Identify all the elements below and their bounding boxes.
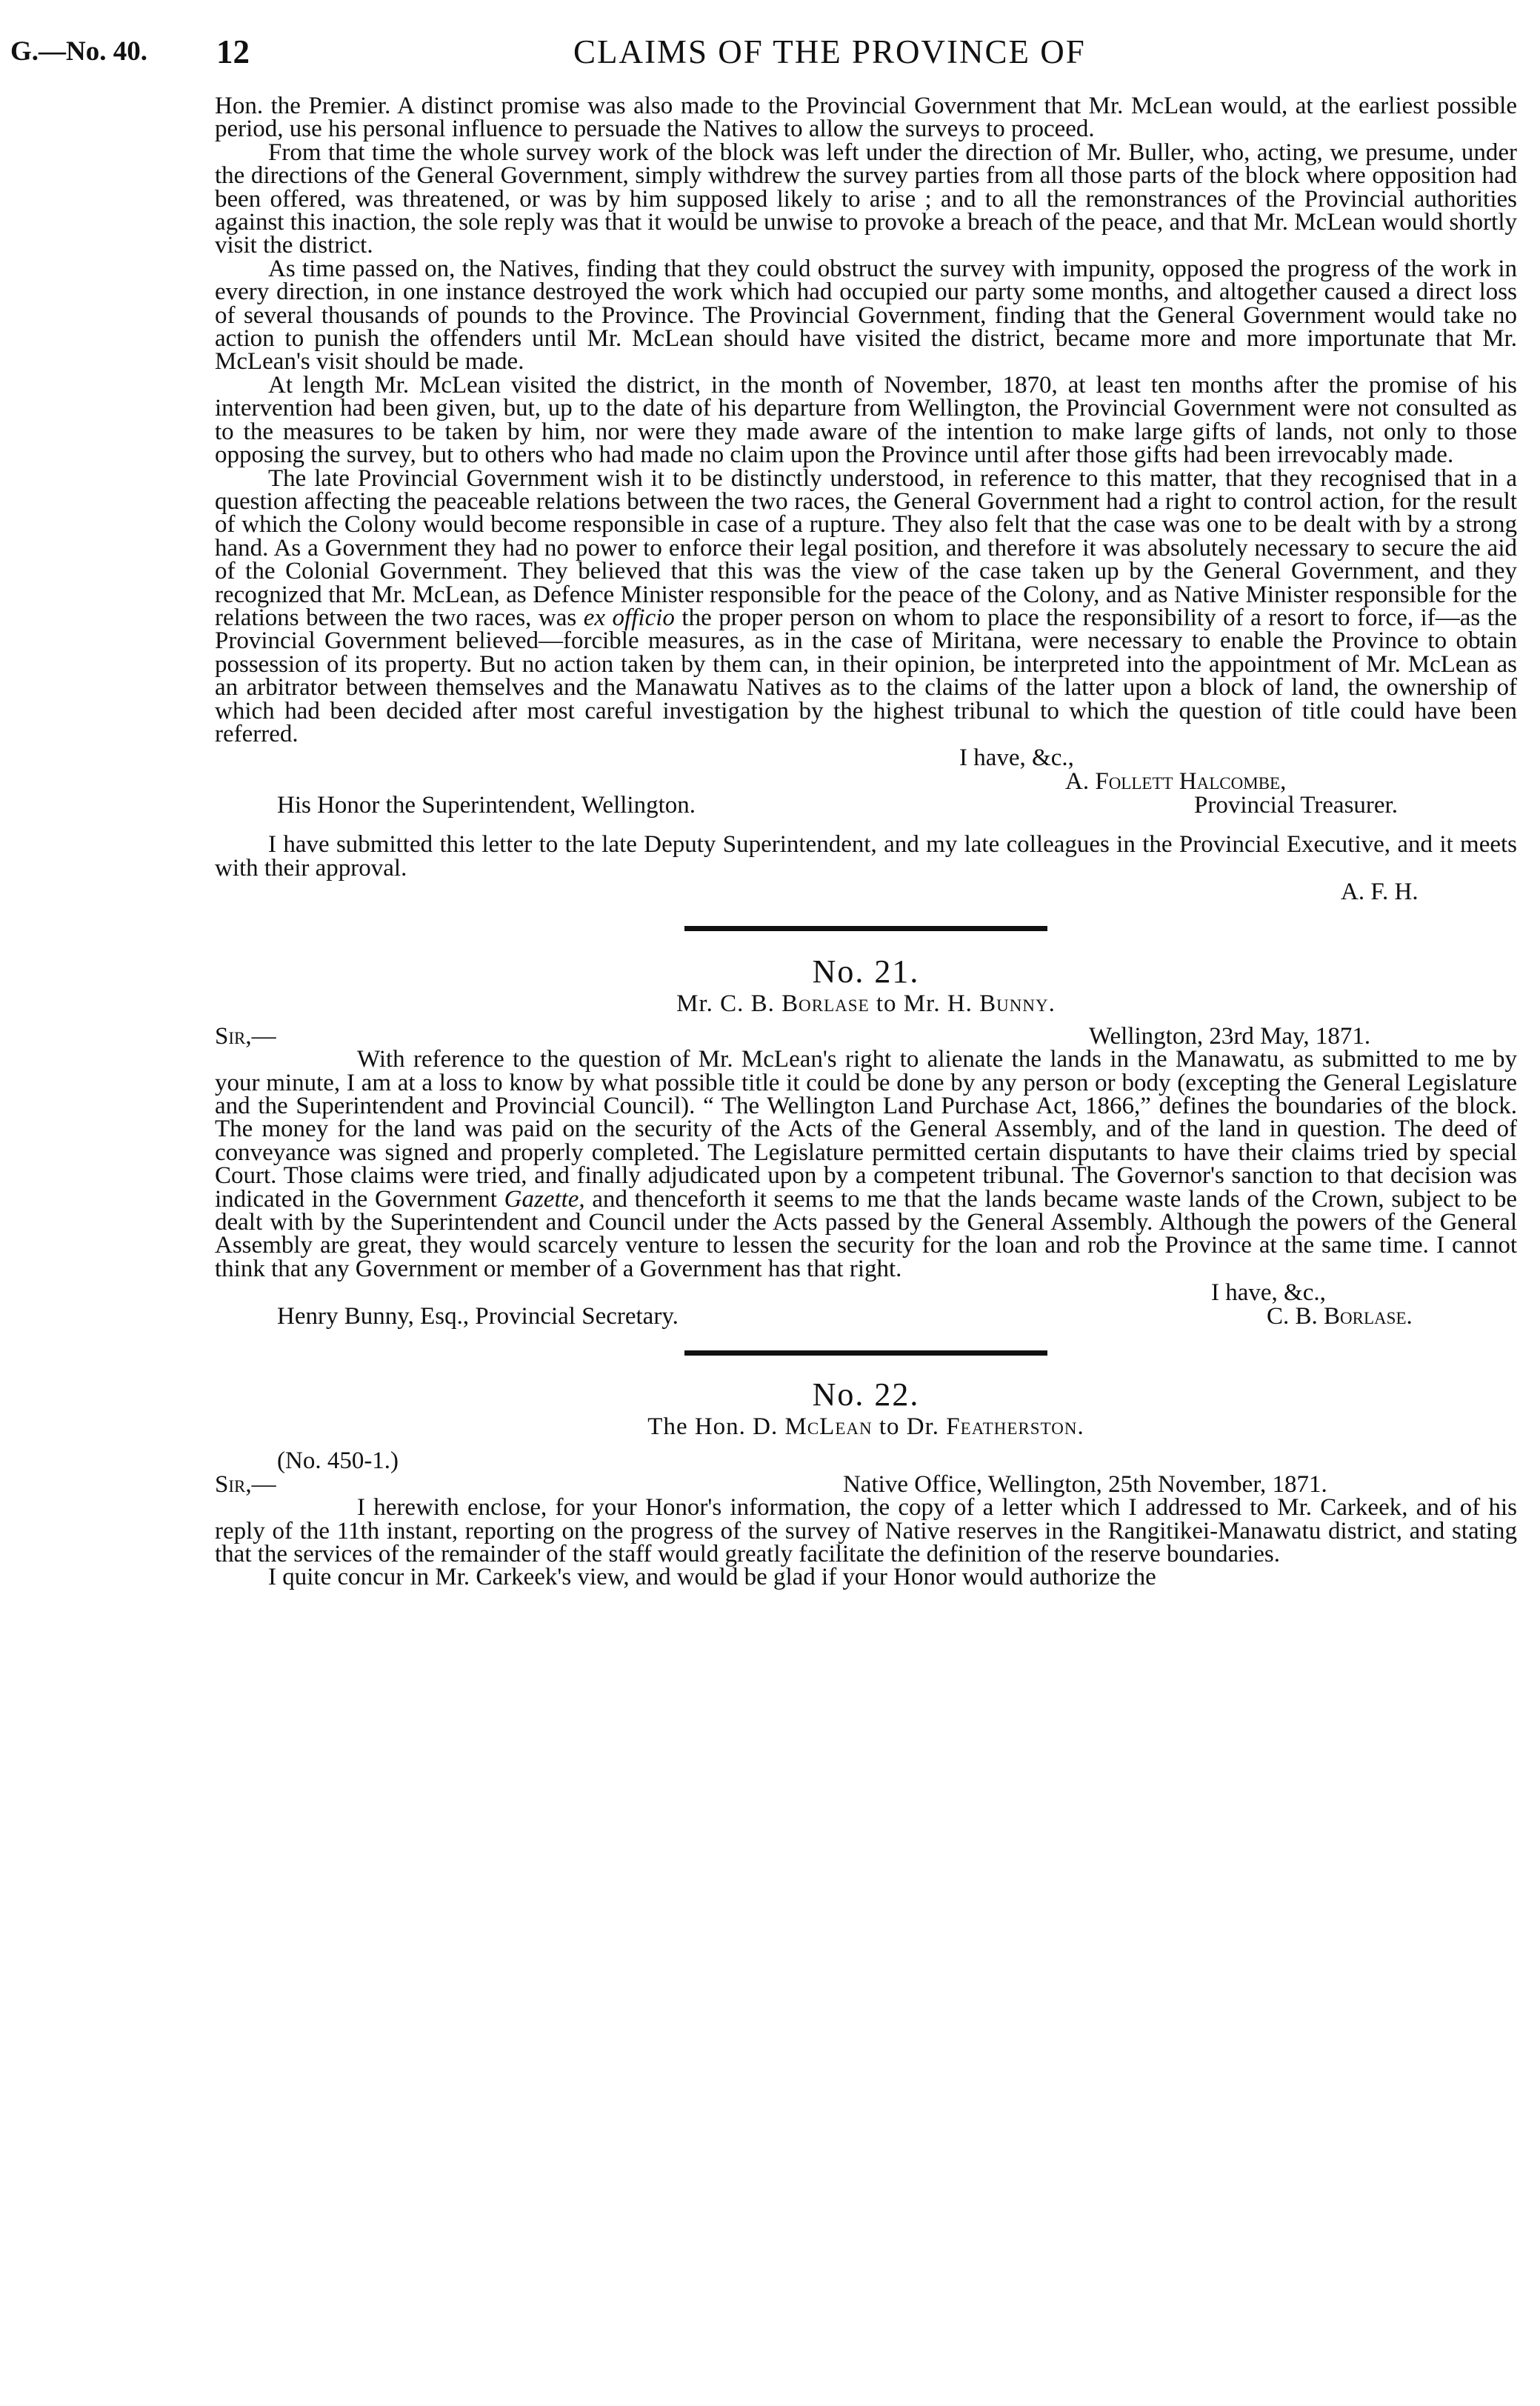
paragraph: I quite concur in Mr. Carkeek's view, and would be glad if your Honor would authorize the [268, 1564, 1156, 1591]
closing: I have, &c., [1211, 1279, 1326, 1307]
place-date: Wellington, 23rd May, 1871. [1089, 1023, 1371, 1050]
addressee: Henry Bunny, Esq., Provincial Secretary. [277, 1303, 679, 1330]
paragraph: At length Mr. McLean visited the district, in the month of November, 1870, at least ten months after the promise of his intervention had been given, but, up to the date of his departure from Wellington, the Provincial Government were not consulted as to the measures to be taken by him, nor were they made aware of the intention to make large gifts of lands, not only to those opposing the survey, but to others who had made no claim upon the Province until after those gifts had been irrevocably made. [215, 371, 1517, 469]
letter-subtitle: The Hon. D. McLean to Dr. Featherston. [647, 1413, 1084, 1441]
page-header [10, 30, 1518, 74]
paragraph: With reference to the question of Mr. McLean's right to alienate the lands in the Manawatu, as submitted to me by your minute, I am at a loss to know by what possible title it could be done by any person or body (excepting the General Legislature and the Superintendent and Provincial Council). “ The Wellington Land Purchase Act, 1866,” defines the boundaries of the block. The money for the land was paid on the security of the Acts of the General Assembly, and of the land in question. The deed of conveyance was signed and properly completed. The Legislature permitted certain disputants to have their claims tried by special Court. Those claims were tried, and finally adjudicated upon by a competent tribunal. The Governor's sanction to that decision was indicated in the Government Gazette, and thenceforth it seems to me that the lands became waste lands of the Crown, subject to be dealt with by the Superintendent and Council under the Acts passed by the General Assembly. Although the powers of the General Assembly are great, they would scarcely venture to lessen the security for the loan and rob the Province at the same time. I cannot think that any Government or member of a Government has that right. [215, 1046, 1518, 1282]
section-divider [684, 926, 1047, 931]
reference-row [215, 1449, 1517, 1473]
letter-20-continuation [215, 95, 1517, 904]
page-number: 12 [216, 33, 250, 70]
paragraph: From that time the whole survey work of the block was left under the direction of Mr. Buller, who, acting, we presume, under the directions of the General Government, simply withdrew the survey parties from all those parts of the block where opposition had been offered, was threatened, or was by him supposed likely to arise ; and to all the remonstrances of the Provincial authorities against this inaction, the sole reply was that it would be unwise to provoke a breach of the peace, and that Mr. McLean would shortly visit the district. [215, 139, 1517, 259]
addressee-row [215, 793, 1517, 817]
italic-phrase: Gazette, [504, 1185, 585, 1213]
paragraph: I herewith enclose, for your Honor's information, the copy of a letter which I addressed to Mr. Carkeek, and of his reply of the 11th instant, reporting on the progress of the survey of Native reserves in the Rangitikei-Manawatu district, and stating that the services of the remainder of the staff would greatly facilitate the definition of the reserve boundaries. [215, 1494, 1517, 1568]
signature-row [215, 768, 1517, 796]
signer-title: Provincial Treasurer. [1194, 792, 1398, 819]
document-reference: G.—No. 40. [10, 36, 147, 67]
signature: A. Follett Halcombe, [1065, 768, 1287, 796]
postscript-initials: A. F. H. [1341, 879, 1419, 906]
italic-phrase: ex officio [583, 604, 675, 631]
salutation: Sir,— [215, 1023, 276, 1050]
salutation-row [215, 1471, 1517, 1499]
postscript-initials-row [215, 880, 1517, 904]
paragraph: Hon. the Premier. A distinct promise was also made to the Provincial Government that Mr. McLean would, at the earliest possible period, use his personal influence to persuade the Natives to allow the surveys to proceed. [215, 93, 1517, 143]
addressee-row [215, 1304, 1517, 1328]
document-body [215, 95, 1517, 1590]
paragraph: As time passed on, the Natives, finding that they could obstruct the survey with impunity, opposed the progress of the work in every direction, in one instance destroyed the work which had occupied our party some months, and altogether caused a direct loss of several thousands of pounds to the Province. The Provincial Government, finding that the General Government would take no action to punish the offenders until Mr. McLean should have visited the district, became more and more importunate that Mr. McLean's visit should be made. [215, 255, 1517, 376]
letter-21 [215, 953, 1517, 1328]
closing-row [215, 1279, 1517, 1307]
closing: I have, &c., [959, 744, 1074, 772]
postscript: I have submitted this letter to the late Deputy Superintendent, and my late colleagues in the Provincial Executive, and it meets with their approval. [215, 831, 1517, 882]
signature: C. B. Borlase. [1267, 1303, 1413, 1330]
letter-subtitle: Mr. C. B. Borlase to Mr. H. Bunny. [676, 990, 1056, 1018]
place-date: Native Office, Wellington, 25th November, 1871. [843, 1471, 1327, 1499]
letter-number: No. 21. [812, 953, 920, 990]
letter-22 [215, 1376, 1517, 1590]
running-title: CLAIMS OF THE PROVINCE OF [573, 33, 1086, 70]
section-divider [684, 1350, 1047, 1356]
paragraph: The late Provincial Government wish it to be distinctly understood, in reference to this matter, that they recognised that in a question affecting the peaceable relations between the two races, the General Government had a right to control action, for the result of which the Colony would become responsible in case of a rupture. They also felt that the case was one to be dealt with by a strong hand. As a Government they had no power to enforce their legal position, and therefore it was absolutely necessary to secure the aid of the Colonial Government. They believed that this was the view of the case taken up by the General Government, and they recognized that Mr. McLean, as Defence Minister responsible for the peace of the Colony, and as Native Minister responsible for the relations between the two races, was ex officio the proper person on whom to place the responsibility of a resort to force, if—as the Provincial Government believed—forcible measures, as in the case of Miritana, were necessary to enable the Province to obtain possession of its property. But no action taken by them can, in their opinion, be interpreted into the appointment of Mr. McLean as an arbitrator between themselves and the Manawatu Natives as to the claims of the latter upon a block of land, the ownership of which had been decided after most careful investigation by the highest tribunal to which the question of title could have been referred. [215, 464, 1518, 747]
letter-number: No. 22. [812, 1376, 920, 1413]
letter-reference: (No. 450-1.) [277, 1447, 399, 1475]
addressee: His Honor the Superintendent, Wellington. [277, 792, 696, 819]
salutation-row [215, 1024, 1517, 1048]
salutation: Sir,— [215, 1471, 276, 1499]
closing-row [215, 746, 1517, 770]
